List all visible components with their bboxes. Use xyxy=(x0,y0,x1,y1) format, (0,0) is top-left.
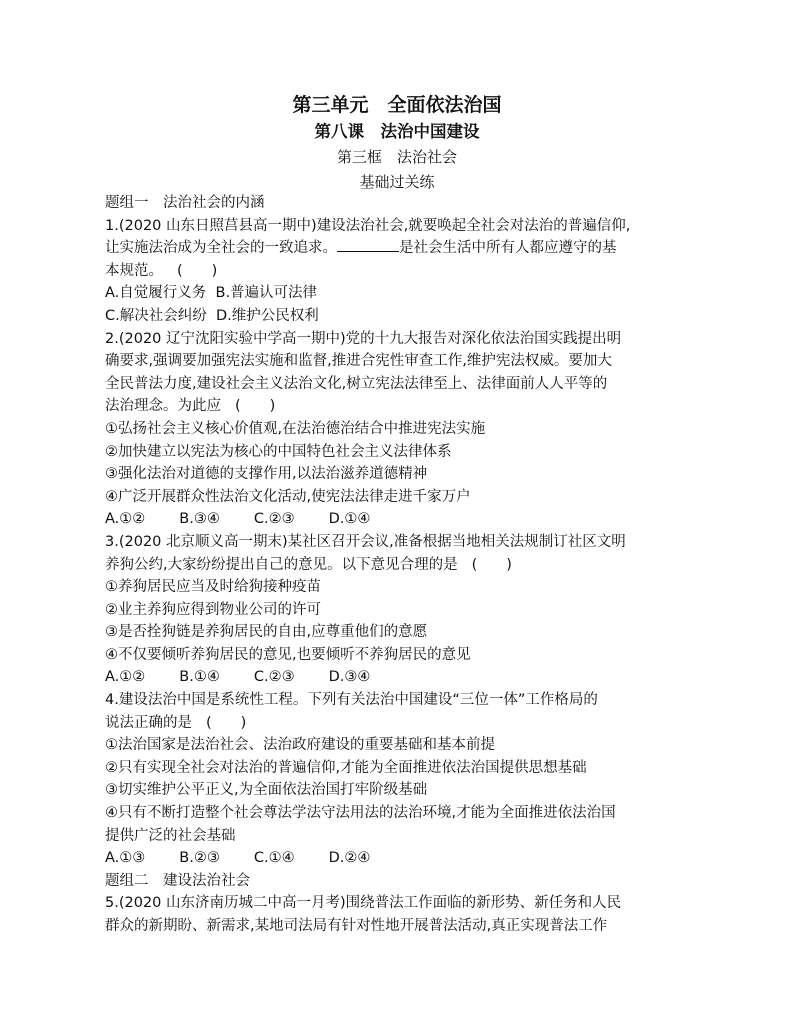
q4-statement-1: ①法治国家是法治社会、法治政府建设的重要基础和基本前提 xyxy=(105,737,495,754)
q2-statement-4: ④广泛开展群众性法治文化活动,使宪法法律走进千家万户 xyxy=(105,488,471,505)
q4-option-a: A.①③ xyxy=(105,850,146,867)
q1-blank xyxy=(337,237,399,252)
q4-line-1: 4.建设法治中国是系统性工程。下列有关法治中国建设“三位一体”工作格局的 xyxy=(105,692,598,709)
q3-line-1: 3.(2020 北京顺义高一期末)某社区召开会议,准备根据当地相关法规制订社区文明 xyxy=(105,533,626,550)
q1-options-ab xyxy=(105,282,690,305)
q5-line-1: 5.(2020 山东济南历城二中高一月考)围绕普法工作面临的新形势、新任务和人民 xyxy=(105,895,622,912)
q2-statement-1: ①弘扬社会主义核心价值观,在法治德治结合中推进宪法实施 xyxy=(105,420,486,437)
q4-option-c: C.①④ xyxy=(253,850,295,867)
q1-option-b: B.普遍认可法律 xyxy=(215,285,318,302)
q1-answer-paren: ( ) xyxy=(177,262,218,279)
question-body xyxy=(105,192,690,938)
q3-statement-2: ②业主养狗应得到物业公司的许可 xyxy=(105,601,321,618)
q1-line-3 xyxy=(105,260,690,283)
q4-answer-paren: ( ) xyxy=(206,714,247,731)
q3-line-2-text: 养狗公约,大家纷纷提出自己的意见。以下意见合理的是 xyxy=(105,556,458,573)
q4-statement-4a: ④只有不断打造整个社会尊法学法守法用法的法治环境,才能为全面推进依法治国 xyxy=(105,805,616,822)
q1-line-3-text: 本规范。 xyxy=(105,262,163,279)
group-heading-1: 题组一 法治社会的内涵 xyxy=(105,195,265,211)
q4-line-2 xyxy=(105,712,690,735)
q1-line-2b: 是社会生活中所有人都应遵守的基 xyxy=(399,240,617,257)
q2-line-4-text: 法治理念。为此应 xyxy=(105,398,221,415)
q3-statement-1: ①养狗居民应当及时给狗接种疫苗 xyxy=(105,579,321,596)
q1-option-c: C.解决社会纠纷 xyxy=(105,307,207,324)
q3-line-2 xyxy=(105,554,690,577)
q4-statement-3: ③切实维护公平正义,为全面依法治国打牢阶级基础 xyxy=(105,782,428,799)
unit-title: 第三单元 全面依法治国 xyxy=(292,94,502,116)
q4-option-d: D.②④ xyxy=(328,850,371,867)
q3-option-d: D.③④ xyxy=(328,669,371,686)
lesson-title: 第八课 法治中国建设 xyxy=(314,122,480,141)
q1-option-d: D.维护公民权利 xyxy=(215,307,319,324)
q2-options xyxy=(105,508,690,531)
q3-statement-4: ④不仅要倾听养狗居民的意见,也要倾听不养狗居民的意见 xyxy=(105,646,471,663)
q4-options xyxy=(105,847,690,870)
q5-line-2: 群众的新期盼、新需求,某地司法局有针对性地开展普法活动,真正实现普法工作 xyxy=(105,918,608,934)
frame-title: 第三框 法治社会 xyxy=(336,148,457,166)
q2-line-4 xyxy=(105,395,690,418)
q1-line-2a: 让实施法治成为全社会的一致追求。 xyxy=(105,240,337,257)
q4-statement-2: ②只有实现全社会对法治的普遍信仰,才能为全面推进依法治国提供思想基础 xyxy=(105,759,587,776)
practice-title: 基础过关练 xyxy=(359,173,435,191)
q2-option-c: C.②③ xyxy=(253,511,295,528)
q2-line-3: 全民普法力度,建设社会主义法治文化,树立宪法法律至上、法律面前人人平等的 xyxy=(105,375,608,392)
group-heading-2: 题组二 建设法治社会 xyxy=(105,872,250,889)
q1-line-2 xyxy=(105,237,690,260)
q2-option-a: A.①② xyxy=(105,511,146,528)
q3-options xyxy=(105,666,690,689)
q2-statement-2: ②加快建立以宪法为核心的中国特色社会主义法律体系 xyxy=(105,443,452,460)
q4-option-b: B.②③ xyxy=(179,850,220,867)
q3-option-a: A.①② xyxy=(105,669,146,686)
q2-statement-3: ③强化法治对道德的支撑作用,以法治滋养道德精神 xyxy=(105,466,428,483)
q2-answer-paren: ( ) xyxy=(235,398,276,415)
q2-option-d: D.①④ xyxy=(328,511,371,528)
q2-option-b: B.③④ xyxy=(179,511,220,528)
q1-option-a: A.自觉履行义务 xyxy=(105,285,207,302)
q3-option-b: B.①④ xyxy=(179,669,220,686)
q3-answer-paren: ( ) xyxy=(471,556,512,573)
q4-line-2-text: 说法正确的是 xyxy=(105,714,192,731)
q3-option-c: C.②③ xyxy=(253,669,295,686)
q2-line-1: 2.(2020 辽宁沈阳实验中学高一期中)党的十九大报告对深化依法治国实践提出明 xyxy=(105,330,622,347)
q2-line-2: 确要求,强调要加强宪法实施和监督,推进合宪性审查工作,维护宪法权威。要加大 xyxy=(105,353,612,370)
q1-line-1: 1.(2020 山东日照莒县高一期中)建设法治社会,就要唤起全社会对法治的普遍信仰, xyxy=(105,217,631,234)
q4-statement-4b: 提供广泛的社会基础 xyxy=(105,827,236,844)
q3-statement-3: ③是否拴狗链是养狗居民的自由,应尊重他们的意愿 xyxy=(105,624,428,641)
q1-options-cd xyxy=(105,305,690,328)
